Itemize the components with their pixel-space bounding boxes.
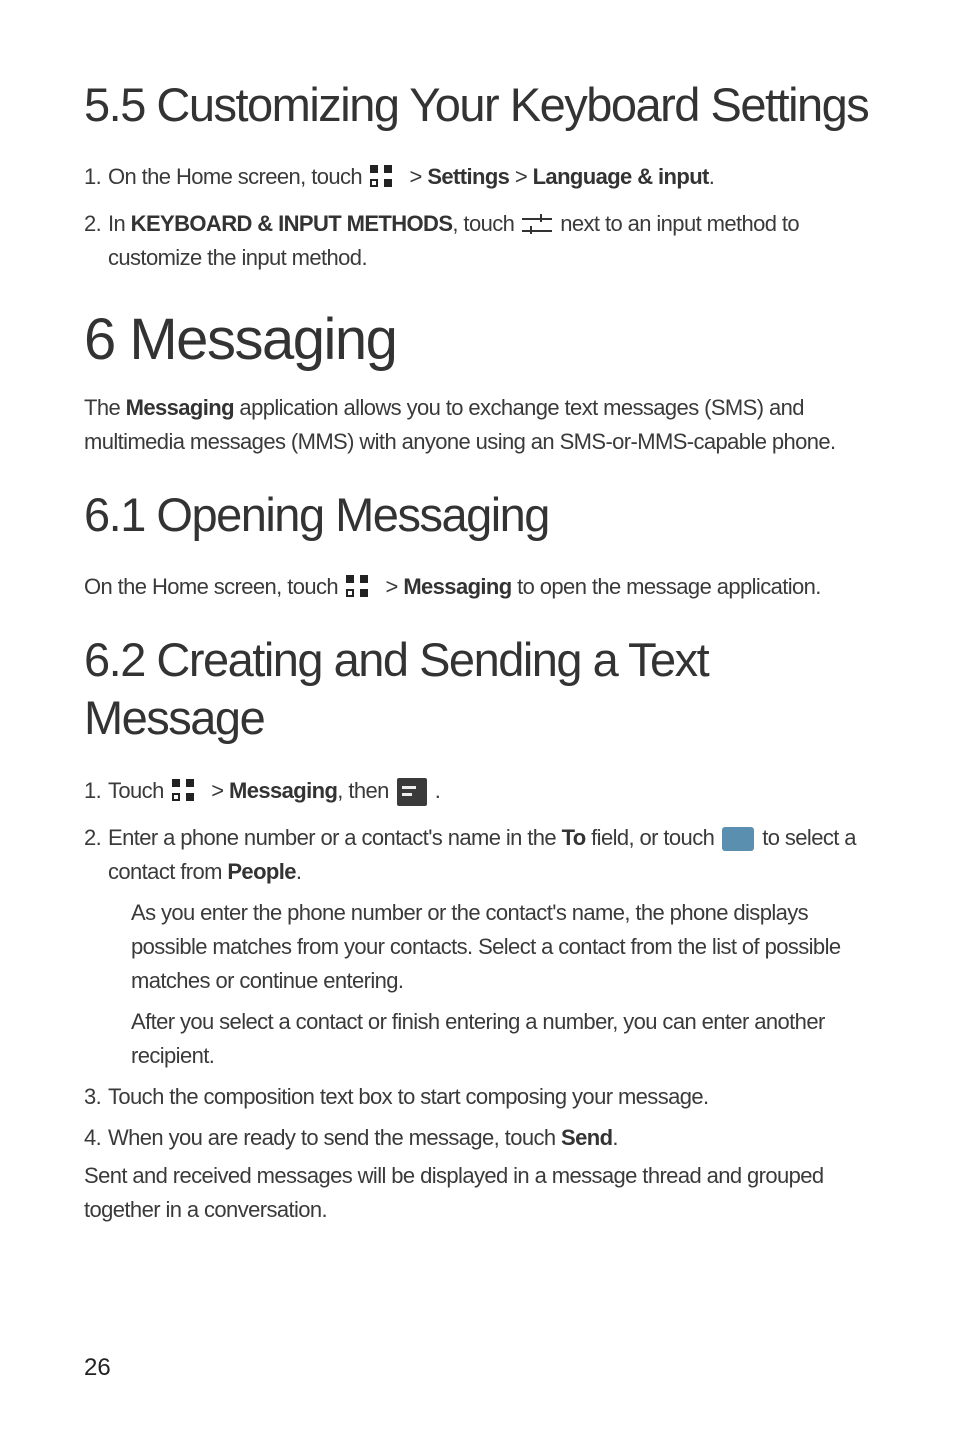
contact-card-icon [722, 827, 754, 851]
new-message-icon [397, 778, 427, 806]
s61-instruction: On the Home screen, touch > Messaging to open the message application. [84, 570, 884, 604]
s62-step-2: 2. Enter a phone number or a contact's name in the To field, or touch to select a contact from People. [84, 825, 856, 884]
settings-sliders-icon [522, 212, 552, 238]
s62-note-2: After you select a contact or finish entering a number, you can enter another recipient. [131, 1009, 825, 1068]
messaging-intro: The Messaging application allows you to exchange text messages (SMS) and multimedia messages (MMS) with anyone using an SMS-or-MMS-capable phone. [84, 395, 836, 454]
s62-outro: Sent and received messages will be displayed in a message thread and grouped together in a conversation. [84, 1163, 824, 1222]
apps-grid-icon [370, 165, 396, 191]
apps-grid-icon [346, 575, 372, 601]
chapter-6-title: 6 Messaging [84, 307, 397, 372]
s55-step-1: 1. On the Home screen, touch > Settings > Language & input. [108, 160, 878, 194]
s62-note-1: As you enter the phone number or the contact's name, the phone displays possible matches from your contacts. Select a contact from the list of possible matches or continue entering. [131, 900, 841, 993]
section-5-5-title: 5.5 Customizing Your Keyboard Settings [84, 78, 869, 131]
s62-step-1: 1. Touch > Messaging, then . [108, 774, 878, 808]
apps-grid-icon [172, 779, 198, 805]
s55-step-2: 2. In KEYBOARD & INPUT METHODS, touch next to an input method to customize the input method. [84, 211, 800, 270]
section-6-1-title: 6.1 Opening Messaging [84, 488, 549, 541]
page-number: 26 [84, 1354, 111, 1381]
s62-step-3: 3. Touch the composition text box to start composing your message. [84, 1084, 709, 1109]
s62-step-4: 4. When you are ready to send the message, touch Send. [84, 1125, 618, 1150]
section-6-2-title: 6.2 Creating and Sending a Text Message [84, 633, 709, 744]
